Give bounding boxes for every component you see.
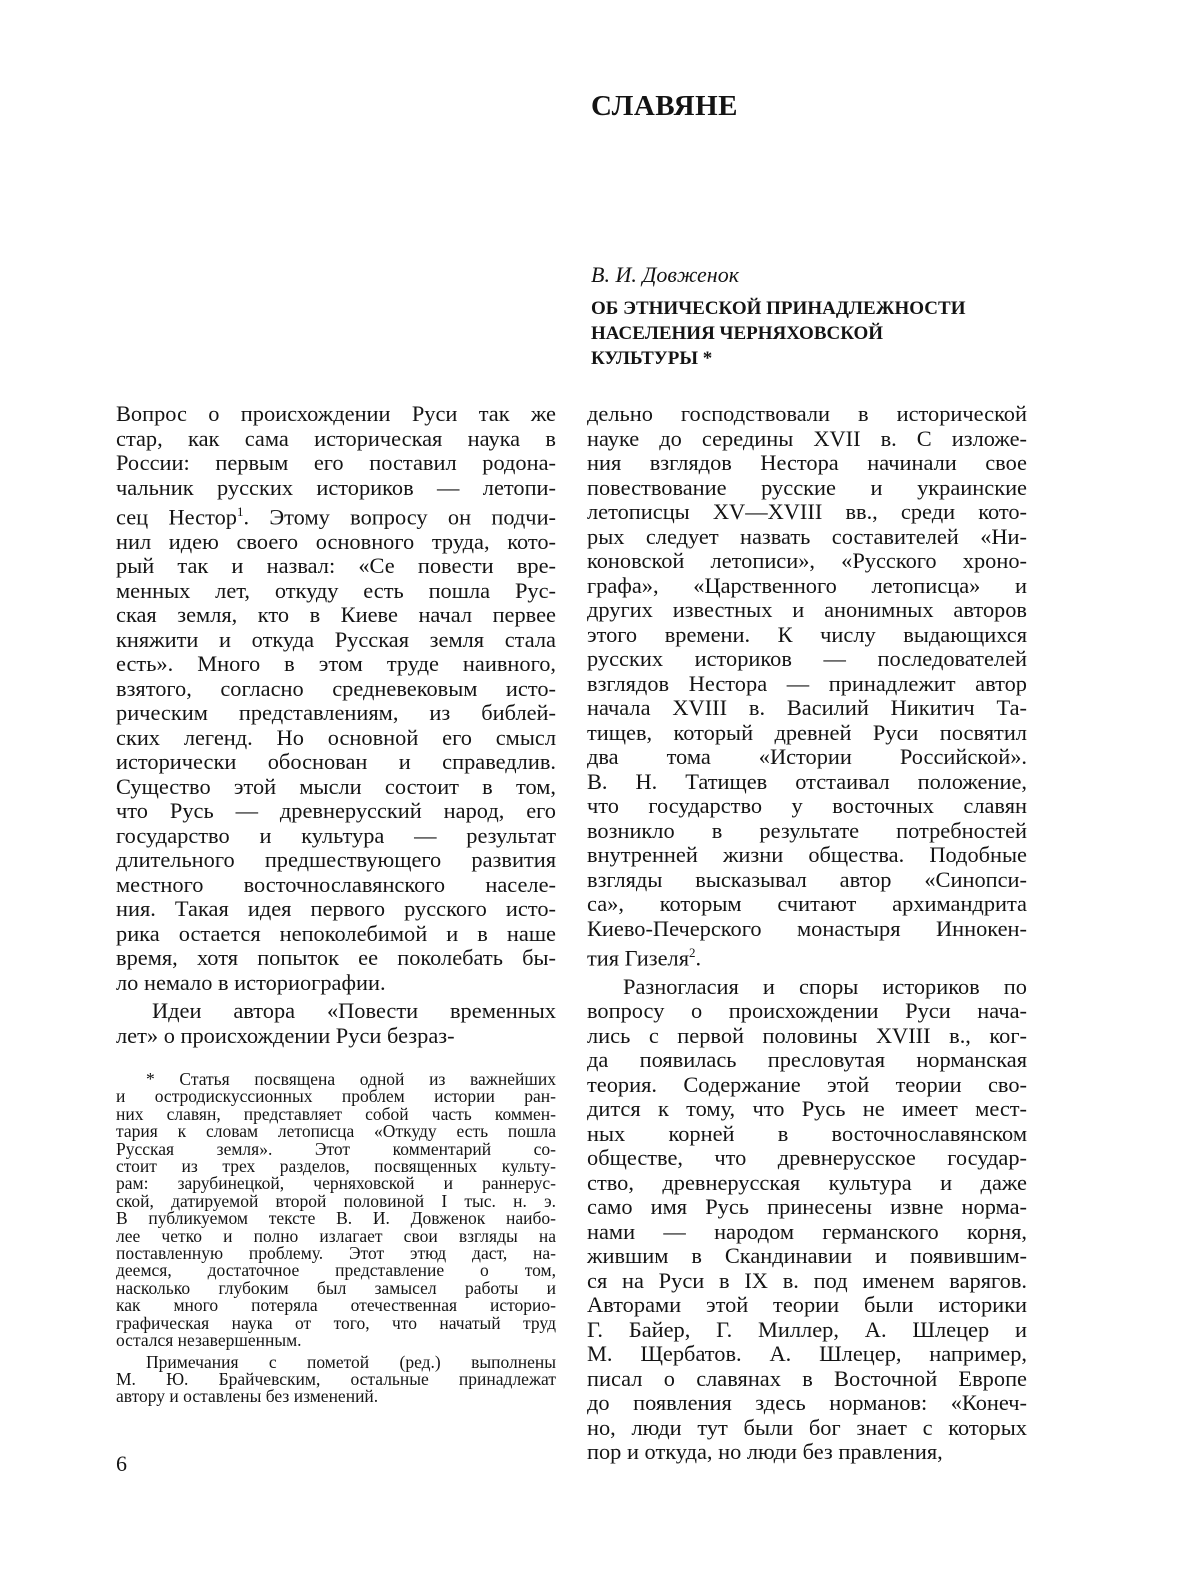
justified-line xyxy=(587,999,1027,1024)
text-line: нами — народом германского корня, xyxy=(587,1218,1027,1244)
text-line: Вопрос о происхождении Руси так же xyxy=(116,401,556,426)
justified-line xyxy=(587,1220,1027,1245)
text-line: этого времени. К числу выдающихся xyxy=(587,621,1027,647)
left-column xyxy=(116,402,556,1048)
text-line: ло немало в историографии. xyxy=(116,969,386,995)
section-title: СЛАВЯНЕ xyxy=(591,90,739,122)
text-line: возникло в результате потребностей xyxy=(587,817,1027,843)
text-line: ных корней в восточнославянском xyxy=(587,1120,1027,1146)
justified-line xyxy=(587,598,1027,623)
justified-line xyxy=(587,721,1027,746)
text-line: Г. Байер, Г. Миллер, А. Шлецер и xyxy=(587,1316,1027,1342)
text-line: М. Ю. Брайчевским, остальные принадлежат xyxy=(116,1368,556,1389)
text-line: повествование русские и украинские xyxy=(587,474,1027,500)
text-line: стоит из трех разделов, посвященных культу- xyxy=(116,1156,556,1177)
justified-line xyxy=(587,1024,1027,1049)
text-line: . xyxy=(695,945,702,971)
text-line: Киево-Печерского монастыря Иннокен- xyxy=(587,915,1027,941)
text-line: два тома «Истории Российской». xyxy=(587,744,1027,769)
footnote-ref-1[interactable]: 1 xyxy=(236,504,244,519)
text-line: дится к тому, что Русь не имеет мест- xyxy=(587,1096,1027,1122)
text-line: само имя Русь принесены извне норма- xyxy=(587,1194,1027,1220)
justified-line xyxy=(587,819,1027,844)
justified-line xyxy=(587,525,1027,550)
text-line: тищев, который древней Руси посвятил xyxy=(587,719,1027,745)
justified-line xyxy=(116,1388,556,1405)
justified-line xyxy=(587,1293,1027,1318)
text-line: и остродискуссионных проблем истории ран- xyxy=(116,1086,556,1107)
article-title-line: НАСЕЛЕНИЯ ЧЕРНЯХОВСКОЙ xyxy=(591,323,884,344)
page-number: 6 xyxy=(116,1451,127,1476)
justified-line xyxy=(116,579,556,604)
text-line: длительного предшествующего развития xyxy=(116,847,556,873)
footnote xyxy=(116,1071,556,1406)
text-line: время, хотя попыток ее поколебать бы- xyxy=(116,945,556,971)
text-line: стар, как сама историческая наука в xyxy=(116,425,556,451)
text-line: тия Гизеля xyxy=(587,945,689,971)
text-line: взглядов Нестора — принадлежит автор xyxy=(587,670,1027,696)
text-line: рам: зарубинецкой, черняховской и раннерус- xyxy=(116,1173,556,1194)
text-line: са», которым считают архимандрита xyxy=(587,891,1027,916)
text-line: В. Н. Татищев отстаивал положение, xyxy=(587,768,1027,794)
justified-line xyxy=(587,770,1027,795)
justified-line xyxy=(587,1073,1027,1098)
justified-line xyxy=(116,652,556,677)
justified-line xyxy=(587,549,1027,574)
justified-line xyxy=(116,677,556,702)
justified-line xyxy=(116,873,556,898)
text-line: что государство у восточных славян xyxy=(587,793,1027,818)
article-author: В. И. Довженок xyxy=(591,262,740,287)
text-line: пор и откуда, но люди без правления, xyxy=(587,1439,943,1465)
text-line: коновской летописи», «Русского хроно- xyxy=(587,548,1027,573)
text-line: писал о славянах в Восточной Европе xyxy=(587,1365,1027,1391)
text-line: других известных и анонимных авторов xyxy=(587,597,1027,622)
text-line: деемся, достаточное представление о том, xyxy=(116,1260,556,1281)
justified-line xyxy=(587,1367,1027,1392)
justified-line xyxy=(587,500,1027,525)
text-line: лет» о происхождении Руси безраз- xyxy=(116,1022,455,1048)
text-line: да появилась пресловутая норманская xyxy=(587,1047,1027,1073)
text-line: рическим представлениям, из библей- xyxy=(116,700,556,726)
text-line: автору и оставлены без изменений. xyxy=(116,1386,379,1407)
justified-line xyxy=(116,750,556,775)
text-line: обществе, что древнерусское государ- xyxy=(587,1145,1027,1171)
justified-line xyxy=(116,427,556,452)
text-line: ская земля, кто в Киеве начал первее xyxy=(116,602,556,628)
justified-line xyxy=(116,476,556,501)
text-line: лись с первой половины XVIII в., ког- xyxy=(587,1022,1027,1048)
justified-line xyxy=(587,917,1027,942)
justified-line xyxy=(587,574,1027,599)
text-line: русских историков — последователей xyxy=(587,646,1027,671)
text-line: М. Щербатов. А. Шлецер, например, xyxy=(587,1341,1027,1367)
justified-line xyxy=(587,1146,1027,1171)
text-line: них славян, представляет собой часть коммен- xyxy=(116,1103,556,1124)
justified-line xyxy=(116,971,556,996)
text-line: ских легенд. Но основной его смысл xyxy=(116,724,556,750)
text-line: Разногласия и споры историков по xyxy=(623,973,1027,999)
footnote-paragraph-2 xyxy=(116,1351,556,1407)
justified-line xyxy=(587,843,1027,868)
text-line: теория. Содержание этой теории сво- xyxy=(587,1071,1027,1097)
right-paragraph-1 xyxy=(587,402,1027,971)
text-line: лее четко и полно излагает свои взгляды на xyxy=(116,1225,556,1246)
text-line: ния. Такая идея первого русского исто- xyxy=(116,896,556,922)
justified-line xyxy=(116,628,556,653)
text-line: исторически обоснован и справедлив. xyxy=(116,749,556,775)
text-line: нил идею своего основного труда, кото- xyxy=(116,528,556,554)
text-line: внутренней жизни общества. Подобные xyxy=(587,842,1027,867)
justified-line xyxy=(116,999,556,1024)
justified-line xyxy=(587,1048,1027,1073)
justified-line xyxy=(587,476,1027,501)
article-title-line: ОБ ЭТНИЧЕСКОЙ ПРИНАДЛЕЖНОСТИ xyxy=(591,298,966,319)
text-line: рика остается непоколебимой и в наше xyxy=(116,920,556,946)
justified-line xyxy=(587,1342,1027,1367)
text-line: как много потеряла отечественная историо- xyxy=(116,1295,556,1316)
justified-line xyxy=(116,451,556,476)
text-line: вопросу о происхождении Руси нача- xyxy=(587,998,1027,1024)
justified-line xyxy=(116,500,556,530)
justified-line xyxy=(587,868,1027,893)
text-line: графа», «Царственного летописца» и xyxy=(587,572,1027,598)
text-line: . Этому вопросу он подчи- xyxy=(243,504,557,530)
justified-line xyxy=(587,623,1027,648)
text-line: ство, древнерусская культура и даже xyxy=(587,1169,1027,1195)
right-paragraph-2 xyxy=(587,975,1027,1465)
justified-line xyxy=(116,1332,556,1349)
text-line: взятого, согласно средневековым исто- xyxy=(116,675,556,701)
text-line: Идеи автора «Повести временных xyxy=(152,998,556,1024)
justified-line xyxy=(587,1269,1027,1294)
text-line: Примечания с пометой (ред.) выполнены xyxy=(146,1351,556,1372)
text-line: остался незавершенным. xyxy=(116,1330,302,1351)
justified-line xyxy=(116,775,556,800)
text-line: местного восточнославянского населе- xyxy=(116,871,556,897)
text-line: летописцы XV—XVIII вв., среди кото- xyxy=(587,499,1027,524)
justified-line xyxy=(587,402,1027,427)
justified-line xyxy=(587,1171,1027,1196)
justified-line xyxy=(587,892,1027,917)
justified-line xyxy=(587,427,1027,452)
justified-line xyxy=(116,701,556,726)
justified-line xyxy=(116,1024,556,1049)
text-line: Существо этой мысли состоит в том, xyxy=(116,773,556,799)
justified-line xyxy=(587,672,1027,697)
justified-line xyxy=(116,897,556,922)
justified-line xyxy=(587,745,1027,770)
justified-line xyxy=(587,1416,1027,1441)
justified-line xyxy=(587,794,1027,819)
justified-line xyxy=(587,1391,1027,1416)
text-line: графическая наука от того, что начатый труд xyxy=(116,1312,556,1333)
text-line: науке до середины XVII в. С изложе- xyxy=(587,425,1027,451)
justified-line xyxy=(116,726,556,751)
text-line: дельно господствовали в исторической xyxy=(587,401,1027,426)
text-line: * Статья посвящена одной из важнейших xyxy=(146,1069,556,1089)
text-line: ся на Руси в IX в. под именем варягов. xyxy=(587,1267,1027,1293)
text-line: княжити и откуда Русская земля стала xyxy=(116,626,556,652)
justified-line xyxy=(587,647,1027,672)
text-line: но, люди тут были бог знает с которых xyxy=(587,1414,1027,1440)
justified-line xyxy=(587,451,1027,476)
text-line: есть». Много в этом труде наивного, xyxy=(116,651,556,677)
text-line: чальник русских историков — летопи- xyxy=(116,474,556,500)
text-line: менных лет, откуду есть пошла Рус- xyxy=(116,577,556,603)
text-line: государство и культура — результат xyxy=(116,822,556,848)
justified-line xyxy=(116,799,556,824)
text-line: Авторами этой теории были историки xyxy=(587,1292,1027,1318)
text-line: сец Нестор xyxy=(116,504,237,530)
text-line: ния взглядов Нестора начинали свое xyxy=(587,450,1027,475)
justified-line xyxy=(587,975,1027,1000)
text-line: до появления здесь норманов: «Конеч- xyxy=(587,1390,1027,1416)
justified-line xyxy=(116,946,556,971)
justified-line xyxy=(587,941,1027,971)
right-column xyxy=(587,402,1027,1465)
article-title xyxy=(591,296,1011,371)
text-line: что Русь — древнерусский народ, его xyxy=(116,798,556,824)
text-line: ской, датируемой второй половиной I тыс. н. э. xyxy=(116,1190,556,1211)
footnote-ref-2[interactable]: 2 xyxy=(689,945,696,960)
justified-line xyxy=(587,1195,1027,1220)
justified-line xyxy=(116,402,556,427)
text-line: В публикуемом тексте В. И. Довженок наибо- xyxy=(116,1208,556,1229)
text-line: жившим в Скандинавии и появившим- xyxy=(587,1243,1027,1269)
left-paragraph-2 xyxy=(116,999,556,1048)
justified-line xyxy=(587,1244,1027,1269)
text-line: тария к словам летописца «Откуду есть пошла xyxy=(116,1121,556,1142)
justified-line xyxy=(116,554,556,579)
justified-line xyxy=(587,1318,1027,1343)
justified-line xyxy=(587,1440,1027,1465)
text-line: рых следует назвать составителей «Ни- xyxy=(587,523,1027,549)
text-line: рый так и назвал: «Се повести вре- xyxy=(116,553,556,579)
text-line: поставленную проблему. Этот этюд даст, на- xyxy=(116,1243,556,1264)
text-line: насколько глубоким был замысел работы и xyxy=(116,1277,556,1298)
justified-line xyxy=(116,530,556,555)
text-line: России: первым его поставил родона- xyxy=(116,450,556,475)
text-line: начала XVIII в. Василий Никитич Та- xyxy=(587,695,1027,720)
footnote-paragraph-1 xyxy=(116,1071,556,1350)
text-line: Русская земля». Этот комментарий со- xyxy=(116,1138,556,1159)
justified-line xyxy=(116,848,556,873)
left-paragraph-1 xyxy=(116,402,556,995)
justified-line xyxy=(116,603,556,628)
justified-line xyxy=(116,824,556,849)
article-title-line: КУЛЬТУРЫ * xyxy=(591,348,713,369)
justified-line xyxy=(587,1122,1027,1147)
justified-line xyxy=(587,696,1027,721)
text-line: взгляды высказывал автор «Синопси- xyxy=(587,866,1027,892)
justified-line xyxy=(116,922,556,947)
justified-line xyxy=(587,1097,1027,1122)
